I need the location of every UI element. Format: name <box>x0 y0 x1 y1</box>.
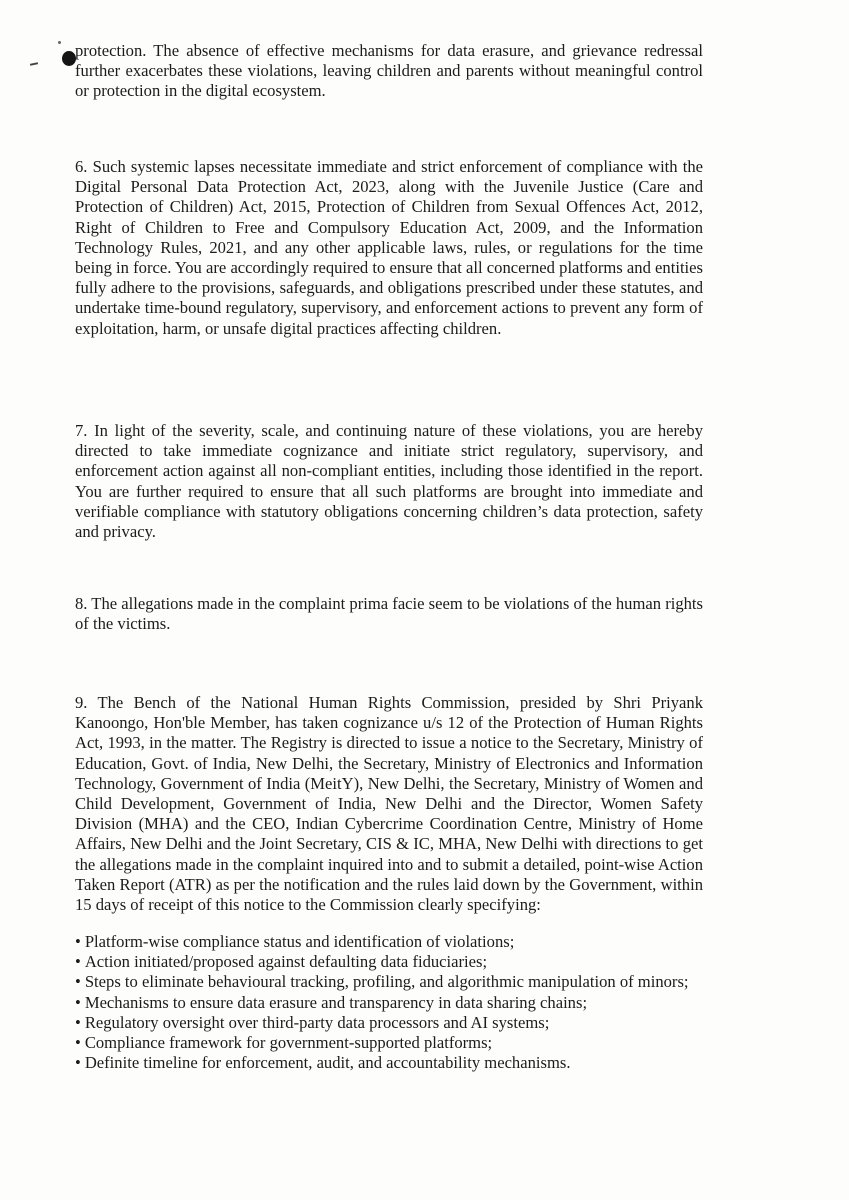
list-item <box>75 952 709 972</box>
list-item <box>75 932 709 952</box>
paragraph-8: 8. The allegations made in the complaint prima facie seem to be violations of the human rights of the victims. <box>75 594 703 634</box>
bullet-icon: • <box>75 1012 81 1032</box>
scan-mark <box>30 62 38 66</box>
paragraph-9: 9. The Bench of the National Human Rights Commission, presided by Shri Priyank Kanoongo, Hon'ble Member, has taken cognizance u/s 12 of the Protection of Human Rights Act, 1993, in the matter. The Registry is directed to issue a notice to the Secretary, Ministry of Education, Govt. of India, New Delhi, the Secretary, Ministry of Electronics and Information Technology, Government of India (MeitY), New Delhi, the Secretary, Ministry of Women and Child Development, Government of India, New Delhi and the Director, Women Safety Division (MHA) and the CEO, Indian Cybercrime Coordination Centre, Ministry of Home Affairs, New Delhi and the Joint Secretary, CIS & IC, MHA, New Delhi with directions to get the allegations made in the complaint inquired into and to submit a detailed, point-wise Action Taken Report (ATR) as per the notification and the rules laid down by the Government, within 15 days of receipt of this notice to the Commission clearly specifying: <box>75 693 703 915</box>
list-item <box>75 1033 709 1053</box>
list-item-text: Platform-wise compliance status and identification of violations; <box>84 932 515 951</box>
list-item <box>75 972 709 992</box>
paragraph-6: 6. Such systemic lapses necessitate immediate and strict enforcement of compliance with the Digital Personal Data Protection Act, 2023, along with the Juvenile Justice (Care and Protection of Children) Act, 2015, Protection of Children from Sexual Offences Act, 2012, Right of Children to Free and Compulsory Education Act, 2009, and the Information Technology Rules, 2021, and any other applicable laws, rules, or regulations for the time being in force. You are accordingly required to ensure that all concerned platforms and entities fully adhere to the provisions, safeguards, and obligations prescribed under these statutes, and undertake time-bound regulatory, supervisory, and enforcement actions to prevent any form of exploitation, harm, or unsafe digital practices affecting children. <box>75 157 703 338</box>
bullet-icon: • <box>75 1053 81 1073</box>
list-item-text: Compliance framework for government-supported platforms; <box>84 1033 493 1053</box>
list-item <box>75 1053 709 1073</box>
list-item-text: Mechanisms to ensure data erasure and transparency in data sharing chains; <box>84 992 588 1012</box>
list-item <box>75 993 709 1013</box>
scan-speck <box>58 41 61 44</box>
list-item-text: Definite timeline for enforcement, audit, and accountability mechanisms. <box>84 1053 571 1073</box>
paragraph-7: 7. In light of the severity, scale, and continuing nature of these violations, you are hereby directed to take immediate cognizance and initiate strict regulatory, supervisory, and enforcement action against all non-compliant entities, including those identified in the report. You are further required to ensure that all such platforms are brought into immediate and verifiable compliance with statutory obligations concerning children’s data protection, safety and privacy. <box>75 421 703 542</box>
bullet-icon: • <box>75 1033 81 1053</box>
continuation-paragraph: protection. The absence of effective mechanisms for data erasure, and grievance redressal further exacerbates these violations, leaving children and parents without meaningful control or protection in the digital ecosystem. <box>75 41 703 101</box>
list-item-text: Steps to eliminate behavioural tracking, profiling, and algorithmic manipulation of minors; <box>84 972 689 992</box>
list-item <box>75 1013 709 1033</box>
bullet-icon: • <box>75 932 81 951</box>
bullet-icon: • <box>75 992 81 1012</box>
ink-blot <box>62 51 76 66</box>
bullet-icon: • <box>75 972 81 992</box>
bullet-icon: • <box>75 952 81 972</box>
atr-requirements-list <box>75 932 709 1073</box>
list-item-text: Action initiated/proposed against defaulting data fiduciaries; <box>84 952 488 972</box>
list-item-text: Regulatory oversight over third-party data processors and AI systems; <box>84 1012 550 1032</box>
